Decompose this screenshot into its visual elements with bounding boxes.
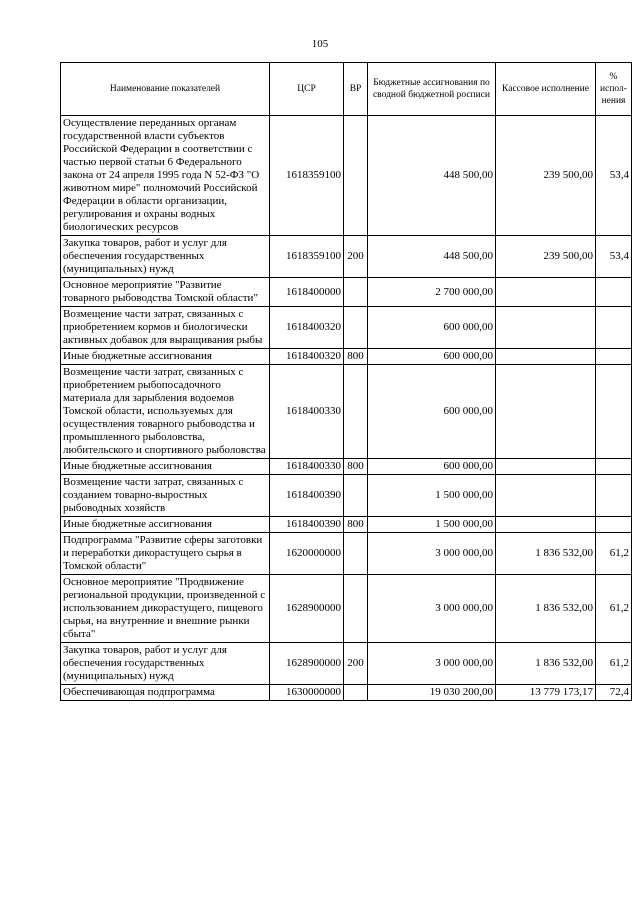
row-percent [596, 349, 632, 365]
table-row [61, 643, 632, 685]
row-percent: 61,2 [596, 533, 632, 575]
row-csr: 1628900000 [270, 643, 344, 685]
row-csr: 1618400390 [270, 517, 344, 533]
row-cash: 1 836 532,00 [496, 533, 596, 575]
header-cash: Кассовое исполнение [496, 63, 596, 116]
row-name: Иные бюджетные ассигнования [61, 459, 270, 475]
row-cash [496, 365, 596, 459]
row-csr: 1618400330 [270, 459, 344, 475]
row-cash [496, 307, 596, 349]
row-name: Основное мероприятие "Продвижение региональной продукции, произведенной с использованием дикорастущего, пищевого сырья, на внутренние и внешние рынки сбыта" [61, 575, 270, 643]
row-csr: 1618400330 [270, 365, 344, 459]
row-percent [596, 278, 632, 307]
row-csr: 1618359100 [270, 116, 344, 236]
row-vr: 200 [344, 236, 368, 278]
row-name: Возмещение части затрат, связанных с приобретением кормов и биологически активных добавок для выращивания рыбы [61, 307, 270, 349]
table-row [61, 575, 632, 643]
row-name: Иные бюджетные ассигнования [61, 517, 270, 533]
row-percent: 61,2 [596, 643, 632, 685]
row-vr [344, 116, 368, 236]
row-vr: 200 [344, 643, 368, 685]
header-vr: ВР [344, 63, 368, 116]
row-name: Обеспечивающая подпрограмма [61, 685, 270, 701]
row-budget: 448 500,00 [368, 116, 496, 236]
row-percent [596, 517, 632, 533]
row-budget: 3 000 000,00 [368, 575, 496, 643]
row-percent [596, 475, 632, 517]
table-row [61, 459, 632, 475]
row-vr [344, 365, 368, 459]
row-percent: 53,4 [596, 116, 632, 236]
table-row [61, 278, 632, 307]
table-row [61, 349, 632, 365]
table-row [61, 307, 632, 349]
row-vr [344, 278, 368, 307]
row-percent: 61,2 [596, 575, 632, 643]
table-row [61, 365, 632, 459]
row-budget: 2 700 000,00 [368, 278, 496, 307]
row-vr [344, 533, 368, 575]
row-budget: 1 500 000,00 [368, 517, 496, 533]
budget-table [60, 62, 632, 701]
row-csr: 1618400390 [270, 475, 344, 517]
header-csr: ЦСР [270, 63, 344, 116]
row-cash: 239 500,00 [496, 236, 596, 278]
row-vr [344, 575, 368, 643]
row-csr: 1620000000 [270, 533, 344, 575]
row-csr: 1618400320 [270, 349, 344, 365]
row-percent: 72,4 [596, 685, 632, 701]
header-budget: Бюджетные ассигнования по сводной бюджетной росписи [368, 63, 496, 116]
row-cash: 1 836 532,00 [496, 643, 596, 685]
row-budget: 3 000 000,00 [368, 643, 496, 685]
row-name: Иные бюджетные ассигнования [61, 349, 270, 365]
row-cash: 239 500,00 [496, 116, 596, 236]
row-vr [344, 685, 368, 701]
row-budget: 448 500,00 [368, 236, 496, 278]
row-name: Закупка товаров, работ и услуг для обеспечения государственных (муниципальных) нужд [61, 643, 270, 685]
header-percent: % испол-нения [596, 63, 632, 116]
row-name: Возмещение части затрат, связанных с приобретением рыбопосадочного материала для зарыбления водоемов Томской области, используемых для осуществления товарного рыбоводства и промышленного рыболовства, любительского и спортивного рыболовства [61, 365, 270, 459]
table-row [61, 533, 632, 575]
row-csr: 1630000000 [270, 685, 344, 701]
row-vr [344, 475, 368, 517]
row-budget: 600 000,00 [368, 459, 496, 475]
row-budget: 3 000 000,00 [368, 533, 496, 575]
row-cash [496, 517, 596, 533]
row-percent [596, 459, 632, 475]
header-row [61, 63, 632, 116]
row-vr: 800 [344, 517, 368, 533]
row-name: Основное мероприятие "Развитие товарного рыбоводства Томской области" [61, 278, 270, 307]
row-percent [596, 307, 632, 349]
row-vr: 800 [344, 349, 368, 365]
row-vr: 800 [344, 459, 368, 475]
row-cash: 13 779 173,17 [496, 685, 596, 701]
row-percent: 53,4 [596, 236, 632, 278]
row-cash [496, 349, 596, 365]
row-name: Осуществление переданных органам государственной власти субъектов Российской Федерации в соответствии с частью первой статьи 6 Федерального закона от 24 апреля 1995 года N 52-ФЗ "О животном мире" полномочий Российской Федерации в области организации, регулирования и охраны водных биологических ресурсов [61, 116, 270, 236]
row-csr: 1618359100 [270, 236, 344, 278]
row-budget: 19 030 200,00 [368, 685, 496, 701]
row-budget: 600 000,00 [368, 307, 496, 349]
table-row [61, 116, 632, 236]
table-row [61, 517, 632, 533]
row-csr: 1618400000 [270, 278, 344, 307]
row-csr: 1618400320 [270, 307, 344, 349]
row-cash: 1 836 532,00 [496, 575, 596, 643]
row-budget: 600 000,00 [368, 365, 496, 459]
table-row [61, 685, 632, 701]
row-budget: 1 500 000,00 [368, 475, 496, 517]
row-name: Возмещение части затрат, связанных с созданием товарно-выростных рыбоводных хозяйств [61, 475, 270, 517]
table-row [61, 475, 632, 517]
row-vr [344, 307, 368, 349]
page-number: 105 [311, 38, 329, 50]
row-cash [496, 475, 596, 517]
row-cash [496, 278, 596, 307]
row-name: Подпрограмма "Развитие сферы заготовки и переработки дикорастущего сырья в Томской области" [61, 533, 270, 575]
row-name: Закупка товаров, работ и услуг для обеспечения государственных (муниципальных) нужд [61, 236, 270, 278]
row-csr: 1628900000 [270, 575, 344, 643]
row-budget: 600 000,00 [368, 349, 496, 365]
table-row [61, 236, 632, 278]
row-cash [496, 459, 596, 475]
header-name: Наименование показателей [61, 63, 270, 116]
row-percent [596, 365, 632, 459]
